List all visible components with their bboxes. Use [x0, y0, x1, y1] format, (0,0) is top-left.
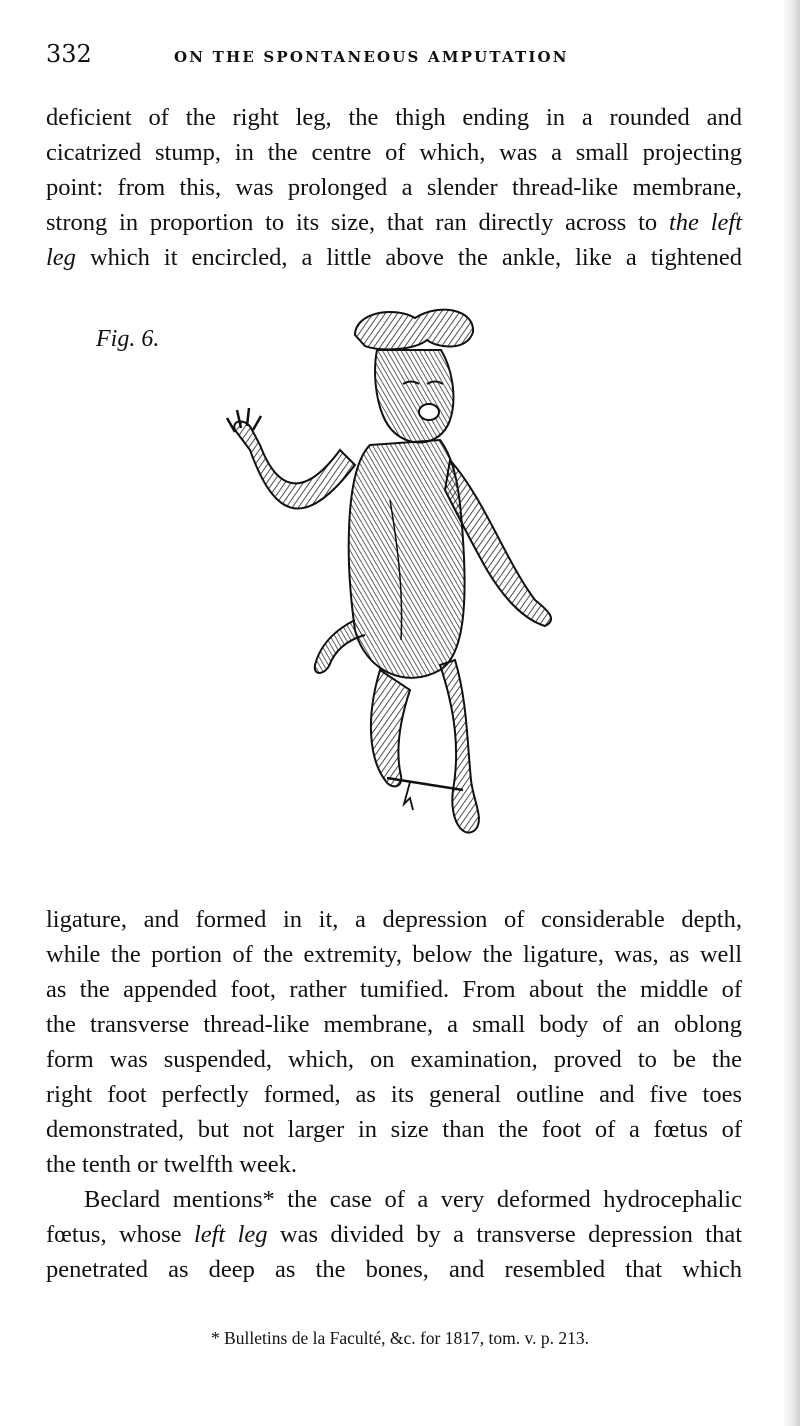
head	[375, 350, 453, 443]
italic-phrase: left leg	[193, 1221, 268, 1248]
text-line: Beclard mentions* the case of a very deformed hydrocephalic	[84, 1186, 742, 1213]
figure-label: Fig. 6.	[96, 326, 160, 352]
footnote: * Bulletins de la Faculté, &c. for 1817, tom. v. p. 213.	[211, 1328, 589, 1348]
text-line: form was suspended, which, on examination, proved to be the	[46, 1046, 742, 1073]
text-line	[46, 205, 742, 240]
text-line: the tenth or twelfth week.	[46, 1151, 298, 1178]
text-line: demonstrated, but not larger in size than the foot of a fœtus of	[46, 1116, 742, 1143]
left-leg	[371, 670, 410, 786]
italic-phrase: the left	[668, 209, 742, 236]
text-segment: which it encircled, a little above the ankle, like a tightened	[75, 244, 742, 271]
text-line: the transverse thread-like membrane, a small body of an oblong	[46, 1011, 742, 1038]
text-line: while the portion of the extremity, below the ligature, was, as well	[46, 941, 742, 968]
text-line: ligature, and formed in it, a depression of considerable depth,	[46, 906, 742, 933]
text-segment: strong in proportion to its size, that ran directly across to	[46, 209, 669, 236]
fetus-engraving-figure	[205, 300, 595, 860]
text-line: penetrated as deep as the bones, and resembled that which	[46, 1256, 742, 1283]
text-line: deficient of the right leg, the thigh ending in a rounded and	[46, 104, 742, 131]
right-leg	[440, 660, 479, 833]
text-line	[46, 240, 742, 275]
text-line: right foot perfectly formed, as its general outline and five toes	[46, 1081, 742, 1108]
paragraph-top	[46, 100, 742, 275]
page-number: 332	[46, 40, 92, 68]
page-header	[46, 40, 746, 76]
umbilical-cord	[315, 620, 365, 673]
text-segment: fœtus, whose	[46, 1221, 194, 1248]
italic-phrase: leg	[46, 244, 76, 271]
text-line: as the appended foot, rather tumified. From about the middle of	[46, 976, 742, 1003]
paragraph-bottom	[46, 1182, 742, 1287]
running-title: ON THE SPONTANEOUS AMPUTATION	[174, 48, 569, 66]
head-caul	[355, 310, 473, 350]
left-arm	[227, 408, 355, 509]
paragraph-middle	[46, 902, 742, 1182]
page-edge-shadow	[782, 0, 800, 1426]
text-segment: was divided by a transverse depression that	[267, 1221, 742, 1248]
text-line: point: from this, was prolonged a slender thread-like membrane,	[46, 174, 742, 201]
text-line	[46, 1217, 742, 1252]
text-line: cicatrized stump, in the centre of which, was a small projecting	[46, 139, 742, 166]
